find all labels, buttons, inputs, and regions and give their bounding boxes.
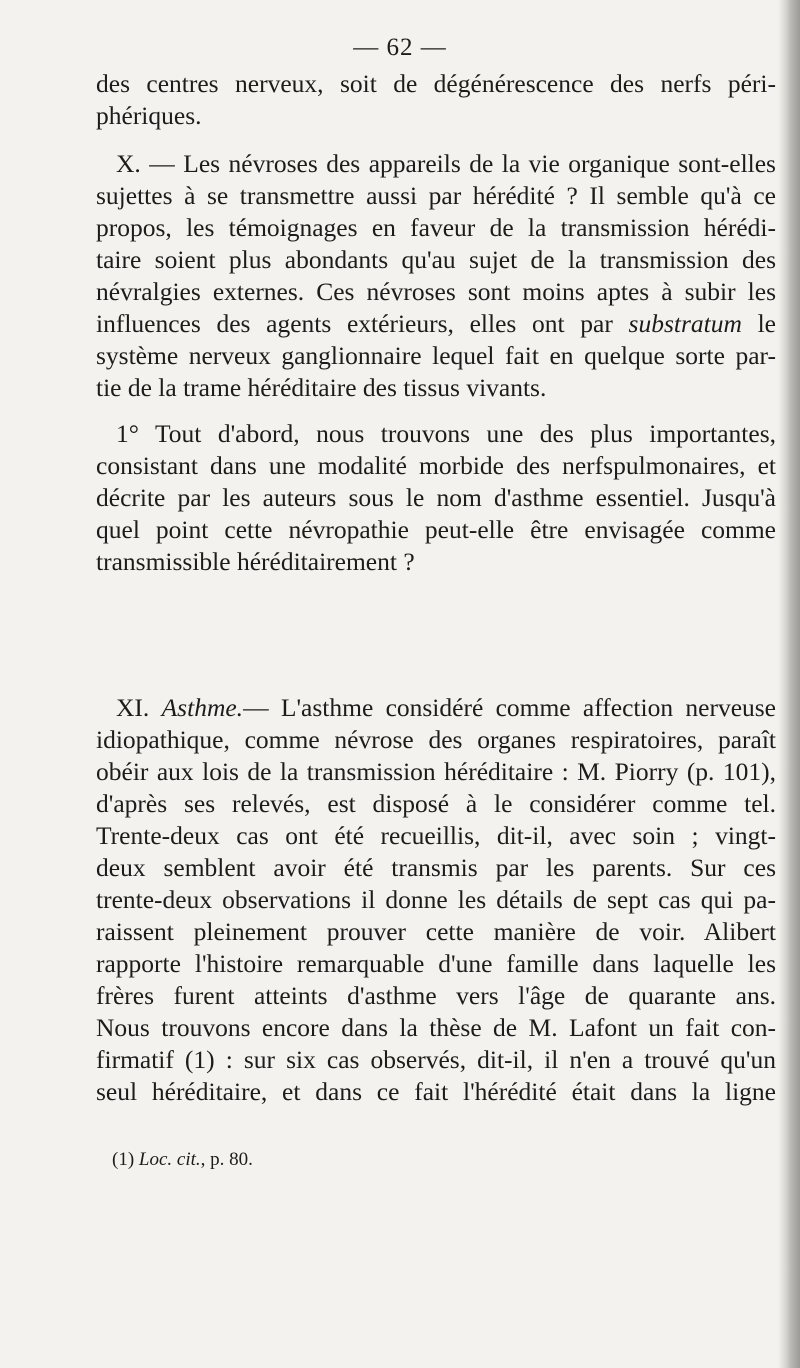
text-line: obéir aux lois de la transmission héréditaire : M. Piorry (p. 101), <box>96 757 776 786</box>
text-line: sujettes à se transmettre aussi par hérédité ? Il semble qu'à ce <box>96 181 776 210</box>
paragraph-section-xi <box>96 692 776 1108</box>
text-line: taire soient plus abondants qu'au sujet de la transmission des <box>96 245 776 274</box>
text-segment: — L'asthme considéré comme affection nerveuse <box>243 693 776 722</box>
text-line: idiopathique, comme névrose des organes respiratoires, paraît <box>96 725 776 754</box>
text-line: Trente-deux cas ont été recueillis, dit-il, avec soin ; vingt- <box>96 821 776 850</box>
text-line: firmatif (1) : sur six cas observés, dit-il, il n'en a trouvé qu'un <box>96 1045 776 1074</box>
text-line: deux semblent avoir été transmis par les parents. Sur ces <box>96 853 776 882</box>
text-line: trente-deux observations il donne les détails de sept cas qui pa- <box>96 885 776 914</box>
section-heading: Asthme. <box>161 693 244 722</box>
text-line: propos, les témoignages en faveur de la transmission hérédi- <box>96 213 776 242</box>
text-line: X. — Les névroses des appareils de la vie organique sont-elles <box>116 149 776 178</box>
paragraph-section-x <box>96 148 776 404</box>
text-line-with-italic <box>96 308 776 340</box>
paragraph-point-1 <box>96 418 776 578</box>
text-segment: influences des agents extérieurs, elles ont par <box>96 309 613 338</box>
section-number: XI. <box>116 693 150 722</box>
text-line: des centres nerveux, soit de dégénérescence des nerfs péri- <box>96 69 776 98</box>
footnote-page: , p. 80. <box>200 1149 253 1170</box>
text-segment: le <box>741 309 776 338</box>
text-line: 1° Tout d'abord, nous trouvons une des plus importantes, <box>116 419 776 448</box>
text-line: phériques. <box>96 101 202 130</box>
text-line: rapporte l'histoire remarquable d'une famille dans laquelle les <box>96 949 776 978</box>
footnote-marker: (1) <box>112 1149 135 1170</box>
text-line: système nerveux ganglionnaire lequel fait en quelque sorte par- <box>96 341 776 370</box>
footnote-citation: Loc. cit. <box>138 1149 201 1170</box>
page-number: — 62 — <box>353 34 447 61</box>
text-line: Nous trouvons encore dans la thèse de M. Lafont un fait con- <box>96 1013 776 1042</box>
text-line: seul héréditaire, et dans ce fait l'hérédité était dans la ligne <box>96 1077 776 1106</box>
text-line: d'après ses relevés, est disposé à le considérer comme tel. <box>96 789 776 818</box>
text-line: tie de la trame héréditaire des tissus vivants. <box>96 373 547 402</box>
text-line: frères furent atteints d'asthme vers l'âge de quarante ans. <box>96 981 776 1010</box>
text-line: transmissible héréditairement ? <box>96 547 415 576</box>
text-line: décrite par les auteurs sous le nom d'asthme essentiel. Jusqu'à <box>96 483 776 512</box>
text-line: raissent pleinement prouver cette manière de voir. Alibert <box>96 917 776 946</box>
footnote <box>112 1148 253 1172</box>
paragraph-continuation <box>96 68 776 132</box>
text-line: quel point cette névropathie peut-elle être envisagée comme <box>96 515 776 544</box>
text-line-heading <box>96 692 776 724</box>
text-line: consistant dans une modalité morbide des nerfspulmonaires, et <box>96 451 776 480</box>
page-edge-shadow <box>778 0 800 1368</box>
italic-word: substratum <box>628 309 742 338</box>
text-line: névralgies externes. Ces névroses sont moins aptes à subir les <box>96 277 776 306</box>
